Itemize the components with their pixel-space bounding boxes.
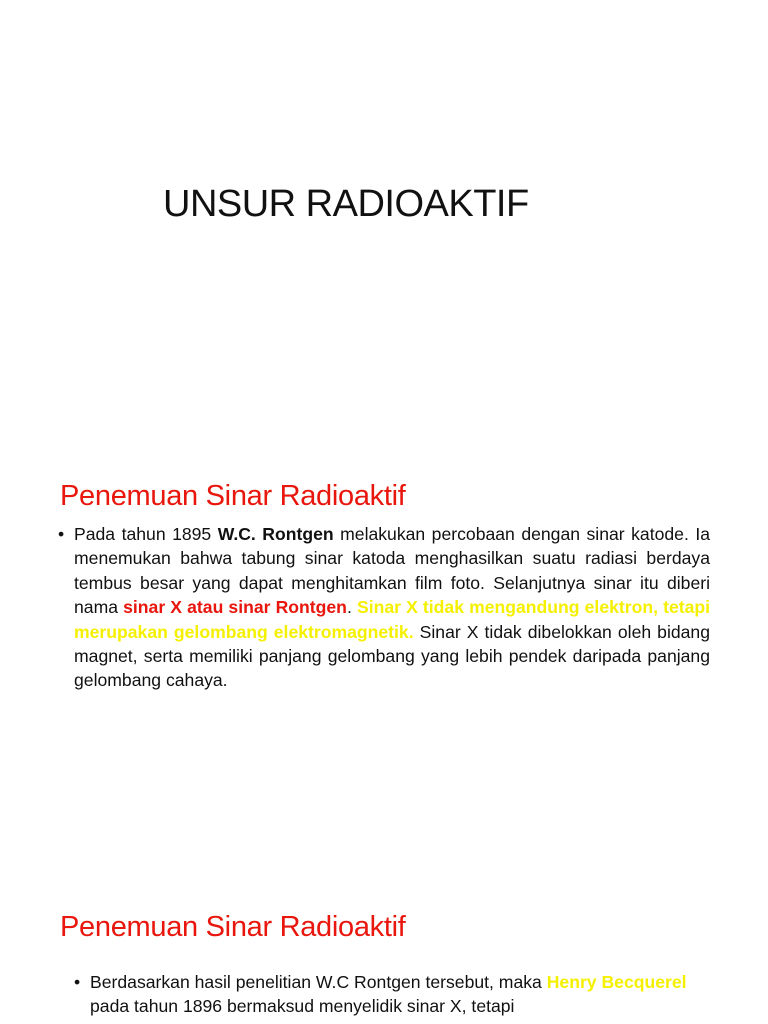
text-run: pada tahun 1896 bermaksud menyelidik sinar X, tetapi: [90, 996, 515, 1017]
content-slide-becquerel: [0, 875, 768, 1024]
red-highlight-term: sinar X atau sinar Rontgen: [123, 597, 347, 618]
bullet-dot: •: [74, 972, 81, 992]
section-heading: Penemuan Sinar Radioaktif: [60, 480, 406, 512]
name-becquerel: Henry Becquerel: [546, 972, 687, 992]
slide-title: UNSUR RADIOAKTIF: [163, 183, 529, 225]
title-slide: [0, 0, 768, 425]
content-slide-rontgen: [0, 425, 768, 875]
text-run: Sinar X tidak dibelokkan oleh bidang magnet, serta memiliki panjang gelombang yang lebih pendek daripada panjang gelombang cahaya.: [74, 621, 711, 691]
yellow-highlight-sentence: Sinar X tidak mengandung elektron, tetapi merupakan gelombang elektromagnetik.: [74, 597, 711, 642]
section-heading: Penemuan Sinar Radioaktif: [60, 911, 406, 943]
text-run: Pada tahun 1895: [74, 524, 218, 544]
bullet-dot: •: [58, 524, 65, 544]
text-run: Berdasarkan hasil penelitian W.C Rontgen tersebut, maka: [90, 972, 547, 992]
text-run: melakukan percobaan dengan sinar katode. Ia menemukan bahwa tabung sinar katoda menghasilkan suatu radiasi berdaya tembus besar yang dapat menghitamkan film foto. Selanjutnya sinar itu diberi nama: [74, 524, 710, 618]
bullet-paragraph: [58, 522, 711, 693]
bullet-paragraph: [74, 970, 690, 1019]
name-rontgen: W.C. Rontgen: [217, 524, 334, 544]
text-run: .: [346, 597, 357, 618]
